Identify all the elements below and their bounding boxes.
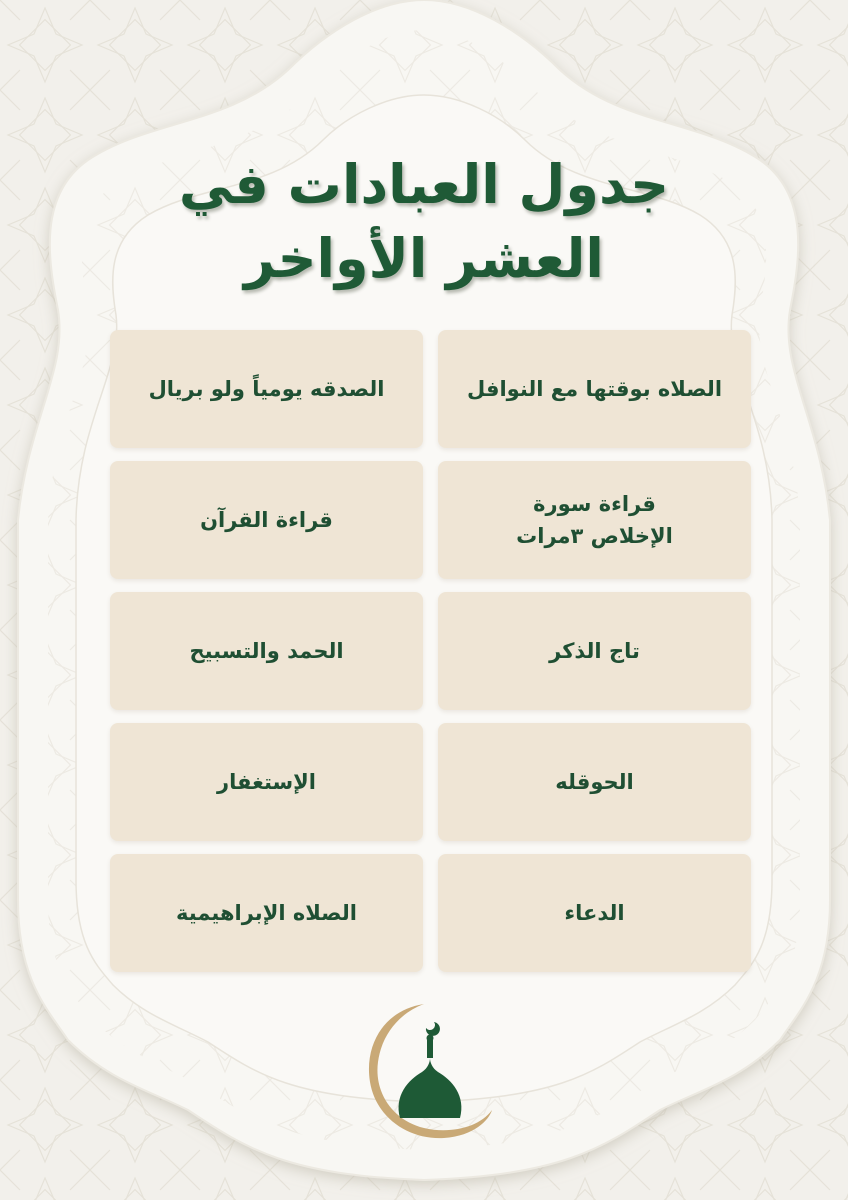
page-title-line-2: العشر الأواخر bbox=[244, 227, 604, 290]
schedule-item: تاج الذكر bbox=[438, 592, 751, 710]
schedule-item: الصلاه الإبراهيمية bbox=[110, 854, 423, 972]
mosque-dome-icon bbox=[399, 1022, 462, 1118]
schedule-item: قراءة سورة الإخلاص ٣مرات bbox=[438, 461, 751, 579]
schedule-item: الصدقه يومياً ولو بريال bbox=[110, 330, 423, 448]
schedule-item: الحمد والتسبيح bbox=[110, 592, 423, 710]
schedule-item: قراءة القرآن bbox=[110, 461, 423, 579]
worship-schedule-grid bbox=[110, 330, 751, 972]
mosque-emblem bbox=[364, 1000, 494, 1150]
schedule-item: الإستغفار bbox=[110, 723, 423, 841]
schedule-item: الحوقله bbox=[438, 723, 751, 841]
schedule-item: الصلاه بوقتها مع النوافل bbox=[438, 330, 751, 448]
schedule-item: الدعاء bbox=[438, 854, 751, 972]
page-title-line-1: جدول العبادات في bbox=[178, 153, 670, 216]
